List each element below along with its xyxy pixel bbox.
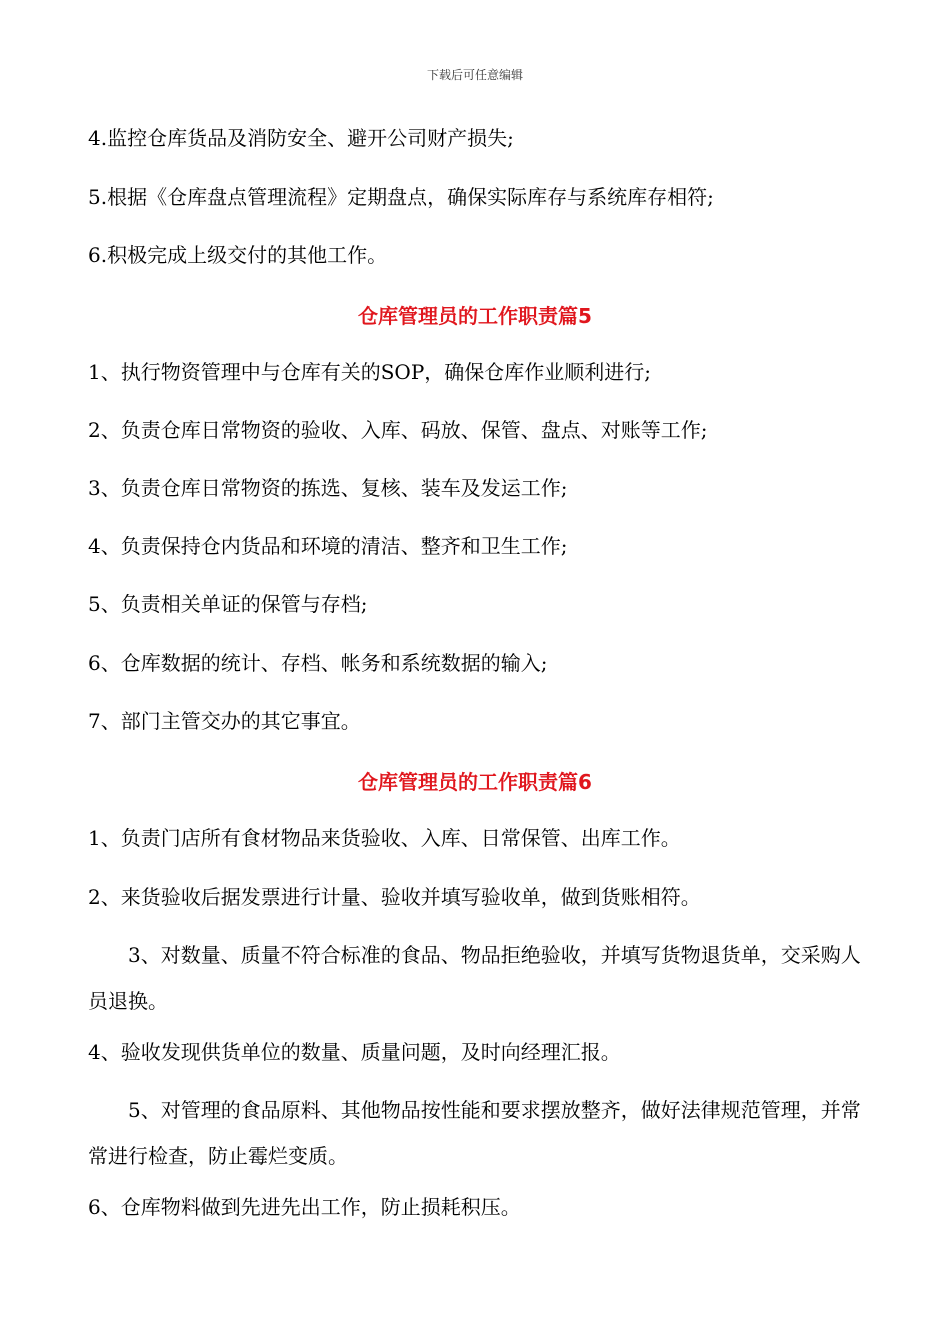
list-item: 3、对数量、质量不符合标准的食品、物品拒绝验收，并填写货物退货单，交采购人员退换。 — [88, 943, 861, 1013]
section-5-title: 仓库管理员的工作职责篇5 — [358, 304, 592, 328]
section-6-title: 仓库管理员的工作职责篇6 — [358, 770, 592, 794]
list-item: 5、负责相关单证的保管与存档; — [88, 592, 368, 616]
header-note: 下载后可任意编辑 — [426, 68, 523, 82]
list-item: 1、负责门店所有食材物品来货验收、入库、日常保管、出库工作。 — [88, 826, 681, 850]
list-item: 2、负责仓库日常物资的验收、入库、码放、保管、盘点、对账等工作; — [88, 418, 708, 442]
list-item: 1、执行物资管理中与仓库有关的SOP，确保仓库作业顺利进行; — [88, 360, 652, 384]
list-item: 7、部门主管交办的其它事宜。 — [88, 709, 361, 733]
list-item: 4.监控仓库货品及消防安全、避开公司财产损失; — [88, 126, 514, 150]
list-item: 6.积极完成上级交付的其他工作。 — [88, 243, 388, 267]
list-item: 5.根据《仓库盘点管理流程》定期盘点，确保实际库存与系统库存相符; — [88, 185, 714, 209]
list-item: 4、验收发现供货单位的数量、质量问题，及时向经理汇报。 — [88, 1040, 621, 1064]
list-item: 5、对管理的食品原料、其他物品按性能和要求摆放整齐，做好法律规范管理，并常常进行检查，防止霉烂变质。 — [88, 1098, 861, 1168]
list-item: 6、仓库数据的统计、存档、帐务和系统数据的输入; — [88, 651, 548, 675]
list-item: 6、仓库物料做到先进先出工作，防止损耗积压。 — [88, 1195, 521, 1219]
list-item: 2、来货验收后据发票进行计量、验收并填写验收单，做到货账相符。 — [88, 885, 701, 909]
list-item: 3、负责仓库日常物资的拣选、复核、装车及发运工作; — [88, 476, 568, 500]
list-item: 4、负责保持仓内货品和环境的清洁、整齐和卫生工作; — [88, 534, 568, 558]
